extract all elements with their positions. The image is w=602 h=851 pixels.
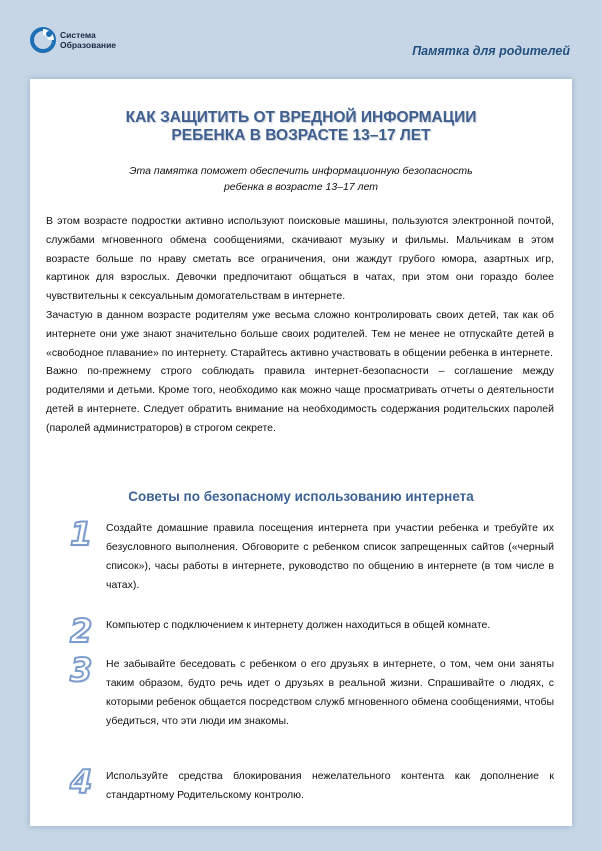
paragraph: Зачастую в данном возрасте родителям уже весьма сложно контролировать своих детей, так как об интернете они уже знают значительно больше своих родителей. Тем не менее не отпускайте детей в «свободное плавание» по интернету. Старайтесь активно участвовать в общении ребенка в интернете. xyxy=(46,308,554,359)
body-text xyxy=(46,212,554,438)
tip-number: 4 xyxy=(70,763,93,801)
header-label: Памятка для родителей xyxy=(412,44,570,58)
tip-item xyxy=(46,651,554,731)
logo-icon xyxy=(30,26,56,54)
logo xyxy=(30,26,116,54)
tip-item xyxy=(46,612,554,650)
tip-number: 3 xyxy=(70,651,93,689)
memo-card xyxy=(30,79,572,826)
page-title: КАК ЗАЩИТИТЬ ОТ ВРЕДНОЙ ИНФОРМАЦИИ РЕБЕНКА В ВОЗРАСТЕ 13–17 ЛЕТ xyxy=(125,109,477,144)
tip-text: Не забывайте беседовать с ребенком о его друзьях в интернете, о том, чем они заняты таким образом, будто речь идет о друзьях в реальной жизни. Спрашивайте о людях, с которыми ребенок общается посредством служб мгновенного обмена сообщениями, чтобы убедиться, что эти люди им знакомы. xyxy=(106,658,554,727)
tip-number: 1 xyxy=(70,515,93,553)
page-subtitle: Эта памятка поможет обеспечить информационную безопасность ребенка в возрасте 13–17 лет xyxy=(129,165,473,193)
paragraph: В этом возрасте подростки активно используют поисковые машины, пользуются электронной почтой, службами мгновенного обмена сообщениями, скачивают музыку и фильмы. Мальчикам в этом возрасте больше по нраву сметать все ограничения, они жаждут грубого юмора, азартных игр, картинок для взрослых. Девочки предпочитают общаться в чатах, при этом они гораздо более чувствительны к сексуальным домогательствам в интернете. xyxy=(46,215,554,303)
paragraph: Важно по-прежнему строго соблюдать правила интернет-безопасности – соглашение между родителями и детьми. Кроме того, необходимо как можно чаще просматривать отчеты о деятельности детей в интернете. Следует обратить внимание на необходимость содержания родительских паролей (паролей администраторов) в строгом секрете. xyxy=(46,365,554,434)
tip-item xyxy=(46,763,554,805)
logo-text xyxy=(60,30,116,50)
logo-line2: Образование xyxy=(60,40,117,50)
tip-item xyxy=(46,515,554,595)
tip-text: Создайте домашние правила посещения интернета при участии ребенка и требуйте их безусловного выполнения. Обговорите с ребенком список запрещенных сайтов («черный список»), часы работы в интернете, руководство по общению в интернете (в том числе в чатах). xyxy=(106,522,554,591)
tip-text: Используйте средства блокирования нежелательного контента как дополнение к стандартному Родительскому контролю. xyxy=(106,770,554,801)
tip-number: 2 xyxy=(70,612,93,650)
tips-title: Советы по безопасному использованию интернета xyxy=(128,489,474,504)
logo-line1: Система xyxy=(60,30,96,40)
tip-text: Компьютер с подключением к интернету должен находиться в общей комнате. xyxy=(106,619,491,631)
